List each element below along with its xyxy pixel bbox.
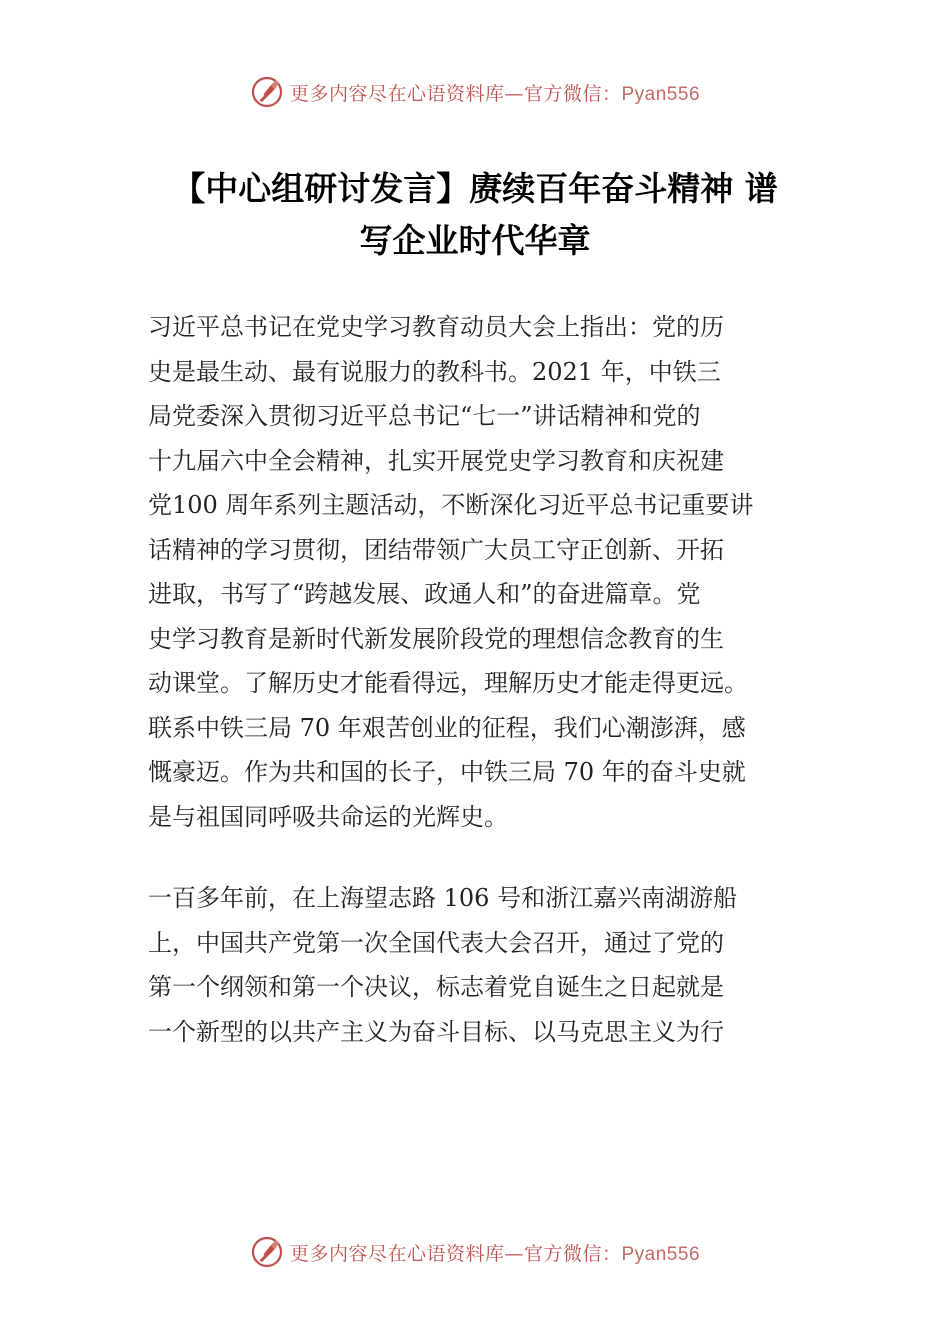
text-line: 进取，书写了“跨越发展、政通人和”的奋进篇章。党 <box>148 580 701 608</box>
header-banner <box>0 70 950 114</box>
pen-nib-logo-icon <box>250 75 284 109</box>
banner-label: 更多内容尽在心语资料库—官方微信： <box>289 1242 622 1265</box>
text-line: 话精神的学习贯彻，团结带领广大员工守正创新、开拓 <box>148 535 724 564</box>
text-line: 习近平总书记在党史学习教育动员大会上指出：党的历 <box>148 313 724 341</box>
text-line: 上，中国共产党第一次全国代表大会召开，通过了党的 <box>148 928 724 957</box>
text-line: 慨豪迈。作为共和国的长子，中铁三局 70 年的奋斗史就 <box>148 758 746 786</box>
footer-banner <box>0 1230 950 1274</box>
text-line: 第一个纲领和第一个决议，标志着党自诞生之日起就是 <box>148 973 724 1001</box>
pen-nib-logo-icon <box>250 1235 284 1269</box>
text-line: 史学习教育是新时代新发展阶段党的理想信念教育的生 <box>148 624 724 653</box>
banner-text <box>290 79 700 106</box>
banner-label: 更多内容尽在心语资料库—官方微信： <box>289 82 622 105</box>
banner-text <box>290 1239 700 1266</box>
document-title <box>120 163 830 267</box>
text-line: 动课堂。了解历史才能看得远，理解历史才能走得更远。 <box>148 669 748 697</box>
paragraph-1 <box>148 305 818 839</box>
text-line: 是与祖国同呼吸共命运的光辉史。 <box>148 802 508 831</box>
text-line: 十九届六中全会精神，扎实开展党史学习教育和庆祝建 <box>148 446 724 475</box>
text-line: 局党委深入贯彻习近平总书记“七一”讲话精神和党的 <box>148 402 701 430</box>
title-line: 写企业时代华章 <box>359 221 591 260</box>
text-line: 联系中铁三局 70 年艰苦创业的征程，我们心潮澎湃，感 <box>148 713 746 742</box>
text-line: 一个新型的以共产主义为奋斗目标、以马克思主义为行 <box>148 1017 724 1046</box>
title-line: 【中心组研讨发言】赓续百年奋斗精神 谱 <box>172 169 778 208</box>
wechat-id: Pyan556 <box>621 83 701 105</box>
wechat-id: Pyan556 <box>621 1243 701 1265</box>
text-line: 一百多年前，在上海望志路 106 号和浙江嘉兴南湖游船 <box>148 884 738 912</box>
paragraph-2 <box>148 876 818 1054</box>
text-line: 史是最生动、最有说服力的教科书。2021 年，中铁三 <box>148 357 721 386</box>
text-line: 党100 周年系列主题活动，不断深化习近平总书记重要讲 <box>148 491 754 519</box>
